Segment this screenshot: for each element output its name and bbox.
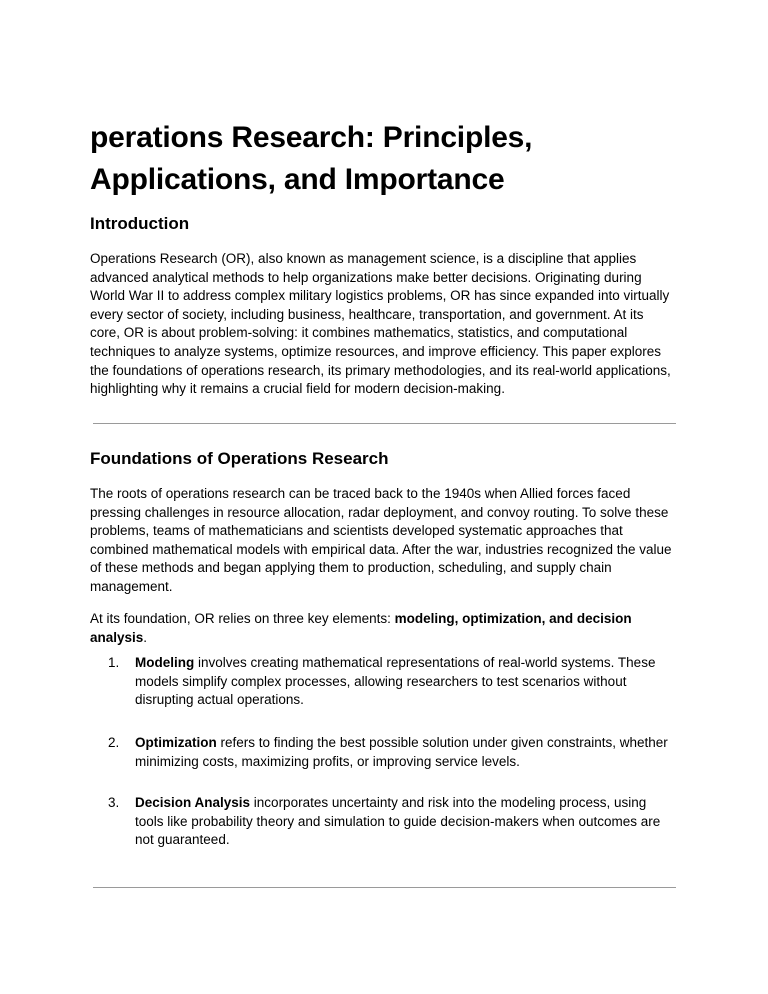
- list-item-text: [135, 654, 676, 710]
- list-item-term: Decision Analysis: [135, 795, 251, 810]
- list-item-number: 1.: [108, 655, 120, 670]
- list-item-text: [135, 794, 676, 850]
- list-item-term: Modeling: [135, 655, 195, 670]
- foundations-heading: Foundations of Operations Research: [90, 449, 389, 468]
- section-divider: [93, 423, 676, 424]
- list-item-text: [135, 734, 676, 771]
- foundations-paragraph: The roots of operations research can be traced back to the 1940s when Allied forces faced pressing challenges in resource allocation, radar deployment, and convoy routing. To solve these problems, teams of mathematicians and scientists developed systematic approaches that combined mathematical models with empirical data. After the war, industries recognized the value of these methods and began applying them to production, scheduling, and supply chain management.: [90, 486, 672, 594]
- introduction-heading: Introduction: [90, 214, 190, 233]
- key-elements-paragraph: [90, 610, 676, 647]
- page-title: perations Research: Principles, Applications, and Importance: [90, 121, 533, 196]
- key-elements-tail: .: [143, 629, 148, 645]
- introduction-paragraph: Operations Research (OR), also known as management science, is a discipline that applies advanced analytical methods to help organizations make better decisions. Originating during World War II to address complex military logistics problems, OR has since expanded into virtually every sector of society, including business, healthcare, transportation, and government. At its core, OR is about problem-solving: it combines mathematics, statistics, and computational techniques to analyze systems, optimize resources, and improve efficiency. This paper explores the foundations of operations research, its primary methodologies, and its real-world applications, highlighting why it remains a crucial field for modern decision-making.: [90, 251, 671, 397]
- list-item-term: Optimization: [135, 735, 217, 750]
- list-item-description: refers to finding the best possible solution under given constraints, whether minimizing costs, maximizing profits, or improving service levels.: [135, 735, 668, 769]
- section-divider: [93, 887, 676, 888]
- key-elements-lead: At its foundation, OR relies on three key elements:: [90, 611, 395, 626]
- key-elements-bold: modeling, optimization, and decision analysis: [90, 611, 632, 645]
- list-item-description: incorporates uncertainty and risk into the modeling process, using tools like probability theory and simulation to guide decision-makers when outcomes are not guaranteed.: [135, 795, 661, 848]
- list-item-number: 2.: [108, 735, 120, 750]
- list-item-number: 3.: [108, 795, 120, 810]
- list-item-description: involves creating mathematical representations of real-world systems. These models simplify complex processes, allowing researchers to test scenarios without disrupting actual operations.: [135, 655, 656, 708]
